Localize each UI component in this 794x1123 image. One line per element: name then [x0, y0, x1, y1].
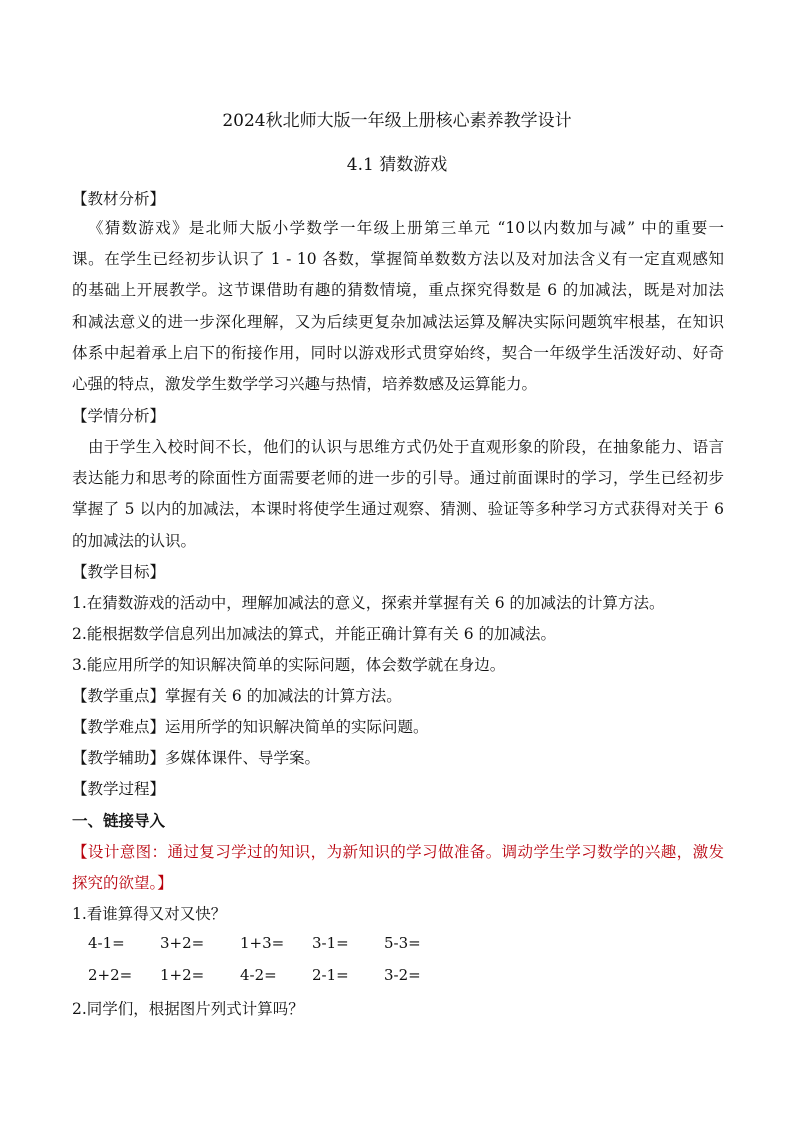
- calc-item: 5-3=: [384, 934, 421, 952]
- teaching-goals-heading: 【教学目标】: [72, 563, 166, 581]
- calc-item: 2-1=: [312, 966, 349, 984]
- calc-item: 4-2=: [240, 966, 277, 984]
- document-title: 2024秋北师大版一年级上册核心素养教学设计: [222, 111, 572, 131]
- lesson-title: 4.1 猜数游戏: [346, 155, 448, 175]
- learner-line: 表达能力和思考的除面性方面需要老师的进一步的引导。通过前面课时的学习，学生已经初步: [72, 469, 724, 487]
- goal-item: 2.能根据数学信息列出加减法的算式，并能正确计算有关 6 的加减法。: [72, 625, 557, 643]
- textbook-line: 的基础上开展教学。这节课借助有趣的猜数情境，重点探究得数是 6 的加减法，既是对加法: [72, 281, 724, 299]
- calc-item: 4-1=: [88, 934, 125, 952]
- textbook-line: 课。在学生已经初步认识了 1 - 10 各数，掌握简单数数方法以及对加法含义有一定直观感知: [72, 250, 724, 268]
- calc-item: 1+2=: [160, 966, 205, 984]
- textbook-line: 《猜数游戏》是北师大版小学数学一年级上册第三单元 “10以内数加与减” 中的重要一: [88, 219, 724, 237]
- learner-line: 掌握了 5 以内的加减法，本课时将使学生通过观察、猜测、验证等多种学习方式获得对关于 6: [72, 500, 724, 518]
- calc-item: 1+3=: [240, 934, 285, 952]
- calc-item: 3-2=: [384, 966, 421, 984]
- difficulty: 【教学难点】运用所学的知识解决简单的实际问题。: [72, 718, 429, 736]
- design-intent-line: 【设计意图：通过复习学过的知识，为新知识的学习做准备。调动学生学习数学的兴趣，激发: [72, 843, 724, 861]
- teaching-process-heading: 【教学过程】: [72, 780, 166, 798]
- textbook-line: 心强的特点，激发学生数学学习兴趣与热情，培养数感及运算能力。: [72, 375, 538, 393]
- teaching-aids: 【教学辅助】多媒体课件、导学案。: [72, 749, 321, 767]
- goal-item: 1.在猜数游戏的活动中，理解加减法的意义，探索并掌握有关 6 的加减法的计算方法。: [72, 594, 665, 612]
- key-point: 【教学重点】掌握有关 6 的加减法的计算方法。: [72, 687, 402, 705]
- design-intent-line: 探究的欲望。】: [72, 874, 173, 892]
- question-one: 1.看谁算得又对又快？: [72, 905, 227, 923]
- learner-line: 的加减法的认识。: [72, 532, 197, 550]
- calc-item: 2+2=: [88, 966, 133, 984]
- learner-line: 由于学生入校时间不长，他们的认识与思维方式仍处于直观形象的阶段，在抽象能力、语言: [88, 438, 724, 456]
- goal-item: 3.能应用所学的知识解决简单的实际问题，体会数学就在身边。: [72, 656, 506, 674]
- textbook-analysis-heading: 【教材分析】: [72, 190, 166, 208]
- question-two: 2.同学们，根据图片列式计算吗？: [72, 1000, 304, 1018]
- calc-item: 3+2=: [160, 934, 205, 952]
- section-one-heading: 一、链接导入: [72, 811, 166, 830]
- textbook-line: 和减法意义的进一步深化理解，又为后续更复杂加减法运算及解决实际问题筑牢根基，在知识: [72, 313, 724, 331]
- learner-analysis-heading: 【学情分析】: [72, 407, 166, 425]
- textbook-line: 体系中起着承上启下的衔接作用，同时以游戏形式贯穿始终，契合一年级学生活泼好动、好奇: [72, 344, 724, 362]
- calc-item: 3-1=: [312, 934, 349, 952]
